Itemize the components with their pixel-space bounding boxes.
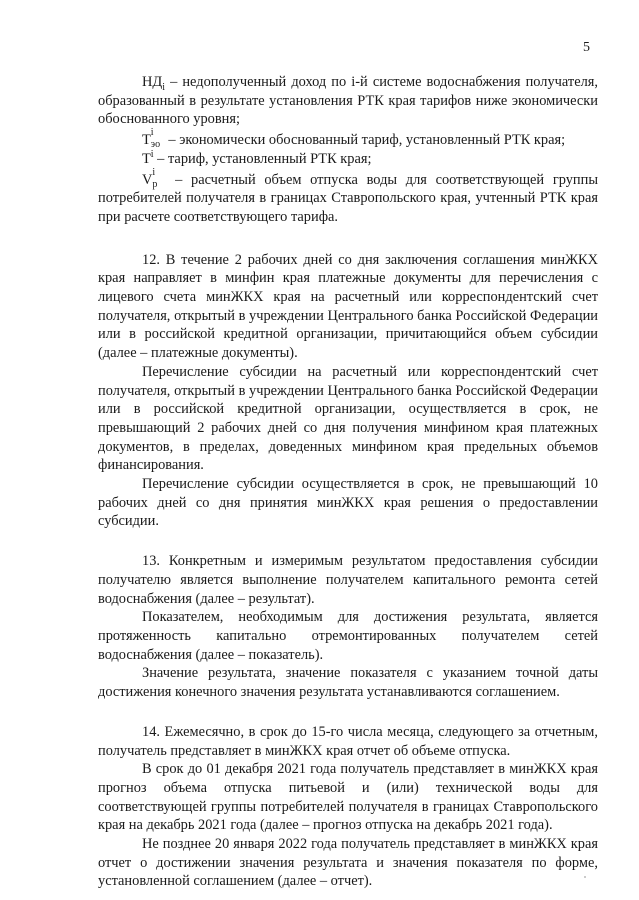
symbol-teo-indices: i эо [150, 127, 161, 151]
definition-t: $Т^i$ – тариф, установленный РТК края; [142, 149, 372, 167]
definition-vp: V i р – расчетный объем отпуска воды для соответствующей группы потребителей получателя в границах Ставропольского края, учтенный РТК края при расчете соответствующего тарифа. [98, 166, 598, 225]
paragraph-14-2: В срок до 01 декабря 2021 года получатель представляет в минЖКХ края прогноз объема отпуска питьевой и (или) технической воды для соответствующей группы потребителей получателя в границах Ставропольского края на декабрь 2021 года (далее – прогноз отпуска на декабрь 2021 года). [98, 761, 598, 834]
paragraph-14-3: Не позднее 20 января 2022 года получатель представляет в минЖКХ края отчет о достижении значения результата и значения показателя по форме, установленной соглашением (далее – отчет). [98, 836, 598, 890]
document-body [98, 73, 598, 891]
paragraph-13-1: 13. Конкретным и измеримым результатом предоставления субсидии получателю является выполнение получателем капитального ремонта сетей водоснабжения (далее – результат). [98, 553, 598, 607]
symbol-vp-indices: i р [152, 166, 158, 190]
paragraph-14-1: 14. Ежемесячно, в срок до 15-го числа месяца, следующего за отчетным, получатель представляет в минЖКХ края отчет об объеме отпуска. [98, 723, 598, 759]
symbol-nd: $НД_i$ [142, 74, 165, 93]
paragraph-12-2: Перечисление субсидии на расчетный или корреспондентский счет получателя, открытый в учреждении Центрального банка Российской Федерации или в российской кредитной организации, осуществляется в срок, не превышающий 2 рабочих дней со дня получения минфином края платежных документов, в пределах, доведенных минфином края предельных объемов финансирования. [98, 363, 598, 474]
page-number: 5 [583, 40, 590, 55]
paragraph-12-1: 12. В течение 2 рабочих дней со дня заключения соглашения минЖКХ края направляет в минфин края платежные документы для перечисления с лицевого счета минЖКХ края на расчетный или корреспондентский счет получателя, открытый в учреждении Центрального банка Российской Федерации или в российской кредитной организации, причитающийся объем субсидии (далее – платежные документы). [98, 251, 598, 362]
definition-teo: Т i эо – экономически обоснованный тариф, установленный РТК края; [142, 127, 566, 151]
scan-speck [584, 876, 586, 878]
paragraph-13-3: Значение результата, значение показателя с указанием точной даты достижения конечного значения результата устанавливаются соглашением. [98, 665, 598, 701]
paragraph-12-3: Перечисление субсидии осуществляется в срок, не превышающий 10 рабочих дней со дня принятия минЖКХ края решения о предоставлении субсидии. [98, 476, 598, 530]
paragraph-13-2: Показателем, необходимым для достижения результата, является протяженность капитально отремонтированных получателем сетей водоснабжения (далее – показатель). [98, 609, 598, 663]
definition-nd: $НД_i$ – недополученный доход по i-й системе водоснабжения получателя, образованный в результате установления РТК края тарифов ниже экономически обоснованного уровня; [98, 74, 598, 128]
